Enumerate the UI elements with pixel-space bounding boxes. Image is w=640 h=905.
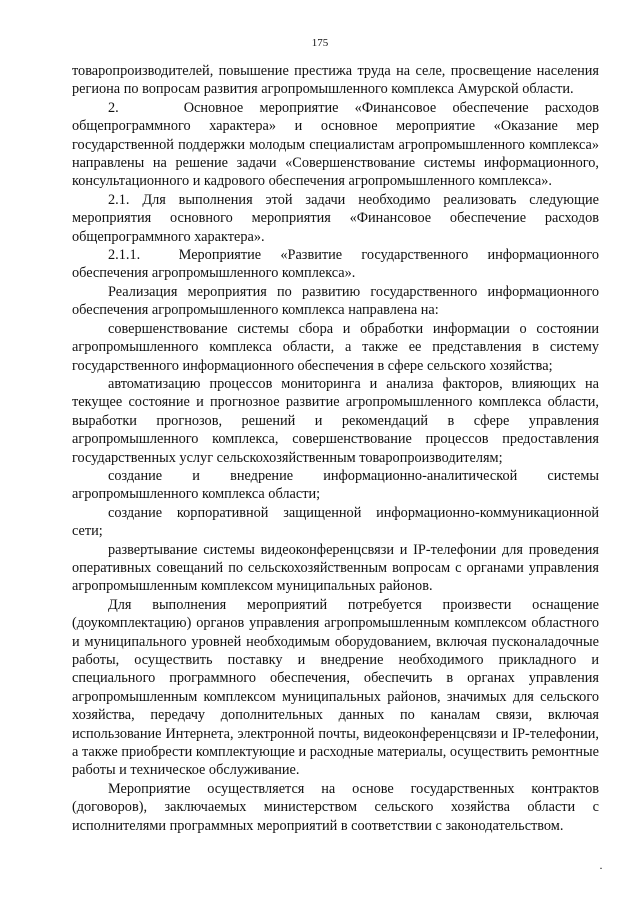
page-number: 175 bbox=[311, 37, 329, 49]
paragraph: 2.1. Для выполнения этой задачи необходимо реализовать следующие мероприятия основного мероприятия «Финансовое обеспечение расходов общепрограммного характера». bbox=[72, 191, 599, 245]
paragraph: Мероприятие осуществляется на основе государственных контрактов (договоров), заключаемых министерством сельского хозяйства области с исполнителями программных мероприятий в соответствии с законодательством. bbox=[72, 780, 599, 834]
corner-mark: · bbox=[599, 861, 603, 875]
paragraph: совершенствование системы сбора и обработки информации о состоянии агропромышленного комплекса области, а также ее представления в систему государственного информационного обеспечения в сфере сельского хозяйства; bbox=[72, 320, 599, 374]
paragraph: автоматизацию процессов мониторинга и анализа факторов, влияющих на текущее состояние и прогнозное развитие агропромышленного комплекса области, выработки прогнозов, решений и рекомендаций в сфере управления агропромышленного комплекса, совершенствование процессов предоставления государственных услуг сельскохозяйственным товаропроизводителям; bbox=[72, 375, 599, 466]
paragraph: Реализация мероприятия по развитию государственного информационного обеспечения агропромышленного комплекса направлена на: bbox=[72, 283, 599, 319]
paragraph: товаропроизводителей, повышение престижа труда на селе, просвещение населения региона по вопросам развития агропромышленного комплекса Амурской области. bbox=[72, 63, 599, 98]
paragraph: создание корпоративной защищенной информационно-коммуникационной сети; bbox=[72, 504, 599, 540]
paragraph: 2.1.1. Мероприятие «Развитие государственного информационного обеспечения агропромышленного комплекса». bbox=[72, 247, 599, 282]
document-body bbox=[72, 62, 599, 835]
paragraph: создание и внедрение информационно-аналитической системы агропромышленного комплекса области; bbox=[72, 467, 599, 503]
paragraph: развертывание системы видеоконференцсвязи и IP-телефонии для проведения оперативных совещаний по сельскохозяйственным вопросам с органами управления агропромышленным комплексом муниципальных районов. bbox=[72, 541, 599, 595]
paragraph: Для выполнения мероприятий потребуется произвести оснащение (доукомплектацию) органов управления агропромышленным комплексом областного и муниципального уровней необходимым оборудованием, включая пусконаладочные работы, осуществить поставку и внедрение необходимого прикладного и специального программного обеспечения, обеспечить в органах управления агропромышленным комплексом муниципальных районов, значимых для сельского хозяйства, передачу дополнительных данных по каналам связи, включая использование Интернета, электронной почты, видеоконференцсвязи и IP-телефонии, а также приобрести комплектующие и расходные материалы, осуществить ремонтные работы и техническое обслуживание. bbox=[72, 596, 599, 779]
paragraph: 2. Основное мероприятие «Финансовое обеспечение расходов общепрограммного характера» и основное мероприятие «Оказание мер государственной поддержки молодым специалистам агропромышленного комплекса» направлены на решение задачи «Совершенствование системы информационного, консультационного и кадрового обеспечения агропромышленного комплекса». bbox=[72, 99, 599, 190]
